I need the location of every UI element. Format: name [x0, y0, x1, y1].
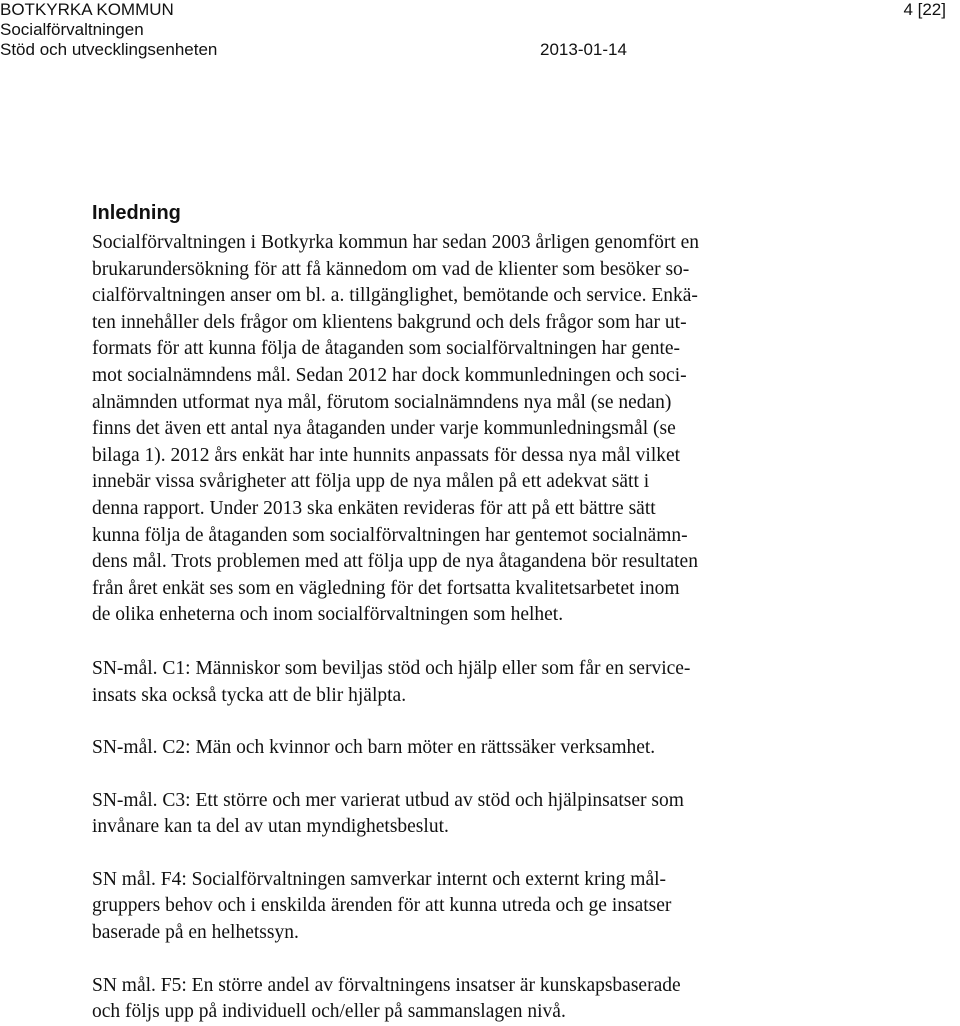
goal-c1 — [92, 656, 922, 709]
intro-line: denna rapport. Under 2013 ska enkäten revideras för att på ett bättre sätt — [92, 497, 656, 519]
goal-line: SN mål. F4: Socialförvaltningen samverkar internt och externt kring mål- — [92, 868, 667, 890]
header-date: 2013-01-14 — [540, 40, 627, 59]
intro-line: dens mål. Trots problemen med att följa upp de nya åtagandena bör resultaten — [92, 551, 698, 573]
goal-line: SN-mål. C1: Människor som beviljas stöd och hjälp eller som får en service- — [92, 657, 691, 679]
header-department: Socialförvaltningen — [0, 20, 144, 39]
goal-line: gruppers behov och i enskilda ärenden för att kunna utreda och ge insatser — [92, 895, 672, 917]
page-number: 4 [22] — [903, 0, 946, 19]
intro-paragraph — [92, 230, 922, 629]
goal-line: invånare kan ta del av utan myndighetsbeslut. — [92, 816, 449, 838]
intro-line: de olika enheterna och inom socialförvaltningen som helhet. — [92, 604, 564, 626]
goal-line: SN mål. F5: En större andel av förvaltningens insatser är kunskapsbaserade — [92, 974, 681, 996]
goal-line: SN-mål. C3: Ett större och mer varierat utbud av stöd och hjälpinsatser som — [92, 789, 684, 811]
intro-line: från året enkät ses som en vägledning för det fortsatta kvalitetsarbetet inom — [92, 577, 680, 599]
header-organization: BOTKYRKA KOMMUN — [0, 0, 174, 19]
intro-line: bilaga 1). 2012 års enkät har inte hunnits anpassats för dessa nya mål vilket — [92, 444, 681, 466]
intro-line: Socialförvaltningen i Botkyrka kommun har sedan 2003 årligen genomfört en — [92, 232, 700, 253]
goal-f4 — [92, 867, 922, 947]
goal-line: insats ska också tycka att de blir hjälpta. — [92, 684, 407, 706]
goal-line: och följs upp på individuell och/eller på sammanslagen nivå. — [92, 1001, 566, 1023]
intro-line: formats för att kunna följa de åtaganden som socialförvaltningen har gente- — [92, 338, 681, 360]
goal-c3 — [92, 788, 922, 841]
goal-f5 — [92, 973, 922, 1026]
section-heading: Inledning — [92, 202, 181, 224]
goal-line: baserade på en helhetssyn. — [92, 922, 299, 944]
intro-line: ten innehåller dels frågor om klientens bakgrund och dels frågor som har ut- — [92, 311, 687, 333]
intro-line: brukarundersökning för att få kännedom om vad de klienter som besöker so- — [92, 258, 690, 280]
intro-line: innebär vissa svårigheter att följa upp de nya målen på ett adekvat sätt i — [92, 471, 650, 493]
goal-line: SN-mål. C2: Män och kvinnor och barn möter en rättssäker verksamhet. — [92, 737, 656, 759]
intro-line: finns det även ett antal nya åtaganden under varje kommunledningsmål (se — [92, 418, 676, 440]
intro-line: cialförvaltningen anser om bl. a. tillgänglighet, bemötande och service. Enkä- — [92, 285, 698, 307]
intro-line: kunna följa de åtaganden som socialförvaltningen har gentemot socialnämn- — [92, 524, 688, 546]
header-unit: Stöd och utvecklingsenheten — [0, 40, 218, 59]
intro-line: mot socialnämndens mål. Sedan 2012 har dock kommunledningen och soci- — [92, 364, 687, 386]
goal-c2 — [92, 735, 922, 762]
intro-line: alnämnden utformat nya mål, förutom socialnämndens nya mål (se nedan) — [92, 391, 672, 413]
document-body — [92, 200, 922, 1026]
